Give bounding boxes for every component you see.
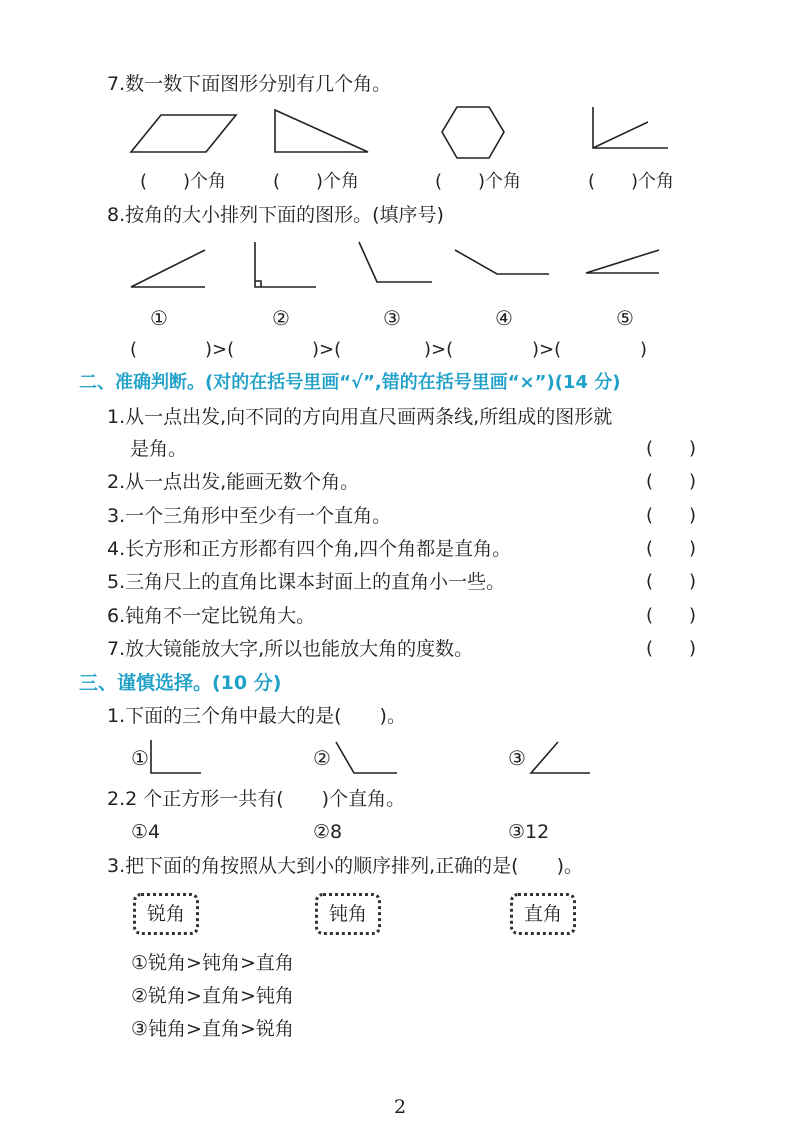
section2-title: 二、准确判断。(对的在括号里画“√”,错的在括号里画“×”)(14 分) (79, 372, 621, 393)
angle-5-shape (586, 250, 659, 273)
option2-obtuse-angle (336, 742, 397, 773)
order-sep-2[interactable]: )>( (312, 339, 342, 360)
angle-3-label: ③ (383, 306, 401, 330)
option1-right-angle (151, 740, 201, 773)
q7-blank-3[interactable]: ( )个角 (435, 171, 522, 192)
angle-shape (593, 107, 668, 148)
s2-item-7: 7.放大镜能放大字,所以也能放大角的度数。 (107, 638, 474, 660)
s3-q1-text: 1.下面的三个角中最大的是( )。 (107, 705, 406, 727)
s2-item-3: 3.一个三角形中至少有一个直角。 (107, 505, 392, 527)
q8-text: 8.按角的大小排列下面的图形。(填序号) (107, 204, 444, 226)
s3-q1-option-2[interactable]: ② (313, 746, 331, 770)
angle-1-shape (131, 250, 205, 287)
hexagon-shape (442, 107, 504, 158)
s3-q3-text: 3.把下面的角按照从大到小的顺序排列,正确的是( )。 (107, 855, 583, 877)
angle-2-shape (255, 242, 316, 287)
s2-item-2: 2.从一点出发,能画无数个角。 (107, 471, 360, 493)
angle-right-mark (255, 281, 261, 287)
box-right: 直角 (510, 893, 576, 935)
s3-q2-option-1[interactable]: ①4 (131, 821, 161, 843)
q7-text: 7.数一数下面图形分别有几个角。 (107, 73, 392, 95)
angle-2-label: ② (272, 306, 290, 330)
order-close: ) (640, 339, 648, 360)
angle-4-shape (455, 250, 549, 274)
order-sep-4[interactable]: )>( (532, 339, 562, 360)
s3-q2-option-2[interactable]: ②8 (313, 821, 343, 843)
s2-item-4: 4.长方形和正方形都有四个角,四个角都是直角。 (107, 538, 512, 560)
s3-q1-option-1[interactable]: ① (131, 746, 149, 770)
s3-q3-option-2[interactable]: ②锐角>直角>钝角 (131, 985, 294, 1007)
option3-acute-angle (531, 742, 590, 773)
q7-blank-4[interactable]: ( )个角 (588, 171, 675, 192)
order-sep-1[interactable]: )>( (205, 339, 235, 360)
s3-q1-option-3[interactable]: ③ (508, 746, 526, 770)
s2-item-1-cont: 是角。 (130, 438, 188, 460)
right-triangle-shape (275, 110, 368, 152)
s3-q2-option-3[interactable]: ③12 (508, 821, 550, 843)
s2-answer-2[interactable]: ( ) (646, 471, 697, 492)
s2-item-5: 5.三角尺上的直角比课本封面上的直角小一些。 (107, 571, 506, 593)
s2-item-6: 6.钝角不一定比锐角大。 (107, 605, 316, 627)
angle-1-label: ① (150, 306, 168, 330)
q7-blank-1[interactable]: ( )个角 (140, 171, 227, 192)
order-open: ( (130, 339, 138, 360)
page-number: 2 (394, 1096, 407, 1118)
box-acute: 锐角 (133, 893, 199, 935)
s2-item-1: 1.从一点出发,向不同的方向用直尺画两条线,所组成的图形就 (107, 406, 613, 428)
order-sep-3[interactable]: )>( (424, 339, 454, 360)
box-obtuse: 钝角 (315, 893, 381, 935)
s2-answer-6[interactable]: ( ) (646, 605, 697, 626)
parallelogram-shape (131, 115, 236, 152)
s2-answer-5[interactable]: ( ) (646, 571, 697, 592)
s2-answer-3[interactable]: ( ) (646, 505, 697, 526)
s3-q2-text: 2.2 个正方形一共有( )个直角。 (107, 788, 406, 810)
section3-title: 三、谨慎选择。(10 分) (79, 672, 282, 694)
s2-answer-4[interactable]: ( ) (646, 538, 697, 559)
s3-q3-option-3[interactable]: ③钝角>直角>锐角 (131, 1018, 294, 1040)
s2-answer-7[interactable]: ( ) (646, 638, 697, 659)
s2-answer-1[interactable]: ( ) (646, 438, 697, 459)
angle-5-label: ⑤ (616, 306, 634, 330)
angle-3-shape (359, 242, 432, 282)
angle-4-label: ④ (495, 306, 513, 330)
s3-q3-option-1[interactable]: ①锐角>钝角>直角 (131, 952, 294, 974)
q7-blank-2[interactable]: ( )个角 (273, 171, 360, 192)
